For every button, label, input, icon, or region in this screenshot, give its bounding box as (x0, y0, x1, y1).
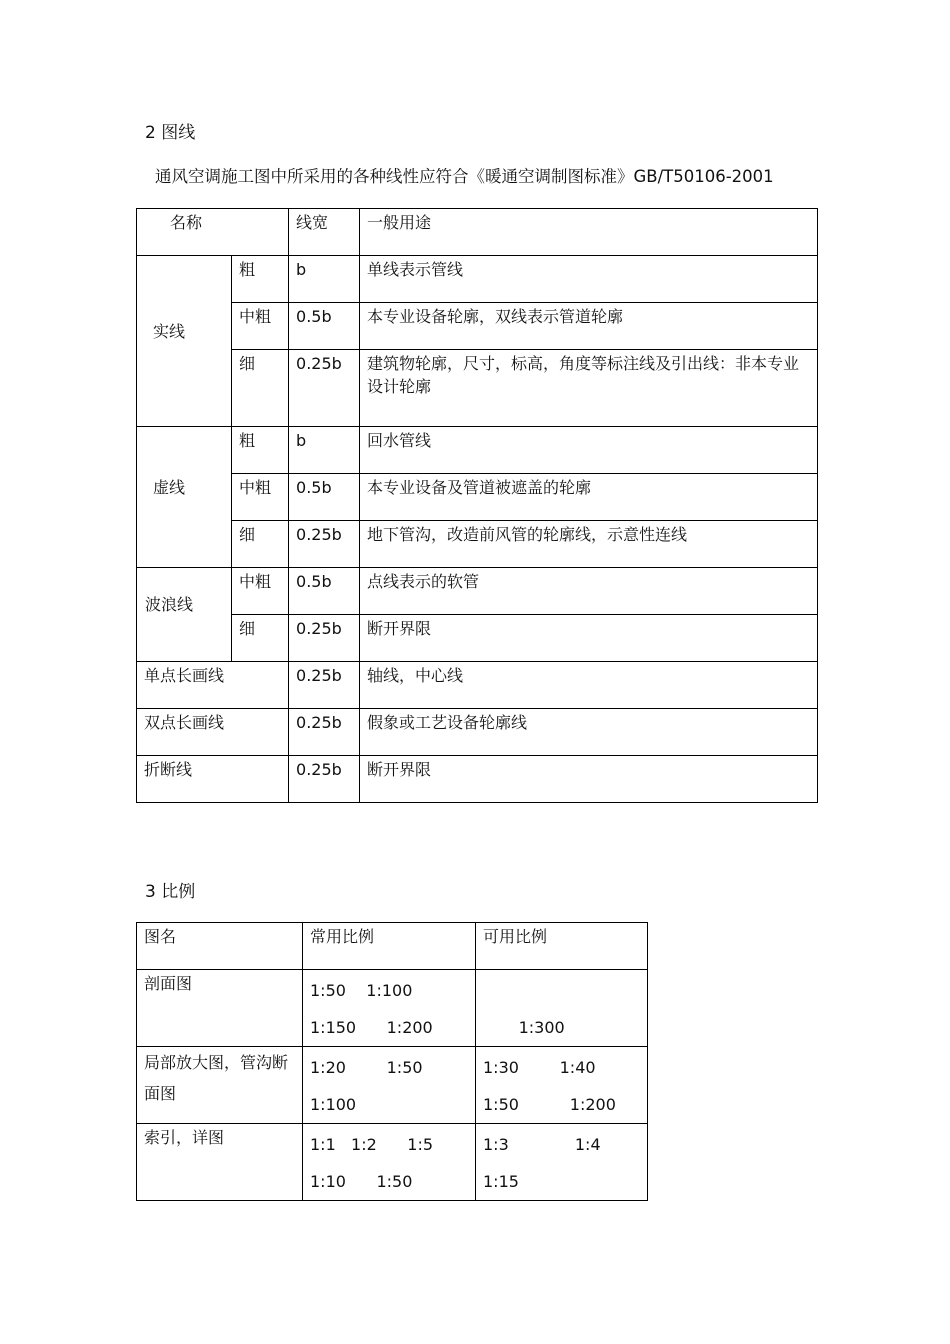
line-width: 0.5b (289, 568, 360, 615)
scale-table (136, 922, 648, 1201)
drawing-name: 剖面图 (137, 970, 303, 1047)
table-row (137, 662, 818, 709)
line-usage: 断开界限 (360, 756, 818, 803)
table-row (137, 256, 818, 303)
line-width: b (289, 427, 360, 474)
header-width: 线宽 (289, 209, 360, 256)
common-scale: 1:1 1:2 1:5 1:10 1:50 (303, 1124, 476, 1201)
table-row (137, 427, 818, 474)
line-width: 0.25b (289, 756, 360, 803)
line-type: 细 (232, 521, 289, 568)
line-usage: 回水管线 (360, 427, 818, 474)
group-name-dashed: 虚线 (137, 427, 232, 568)
group-name-solid: 实线 (137, 256, 232, 427)
line-usage: 本专业设备及管道被遮盖的轮廓 (360, 474, 818, 521)
line-usage: 建筑物轮廓，尺寸，标高，角度等标注线及引出线：非本专业设计轮廓 (360, 350, 818, 427)
line-usage: 本专业设备轮廓，双线表示管道轮廓 (360, 303, 818, 350)
table-row (137, 1047, 648, 1124)
common-scale: 1:50 1:100 1:150 1:200 (303, 970, 476, 1047)
line-usage: 断开界限 (360, 615, 818, 662)
header-name: 名称 (137, 209, 289, 256)
line-width: 0.25b (289, 662, 360, 709)
line-type: 中粗 (232, 303, 289, 350)
header-drawing-name: 图名 (137, 923, 303, 970)
table-row (137, 1124, 648, 1201)
table-row (137, 970, 648, 1047)
group-name-wavy: 波浪线 (137, 568, 232, 662)
table-row (137, 709, 818, 756)
line-type: 细 (232, 615, 289, 662)
line-type: 中粗 (232, 568, 289, 615)
line-width: 0.5b (289, 303, 360, 350)
line-types-table (136, 208, 818, 803)
table-row (137, 350, 818, 427)
section-2-heading: 2 图线 (145, 123, 196, 143)
header-optional-scale: 可用比例 (476, 923, 648, 970)
header-usage: 一般用途 (360, 209, 818, 256)
line-usage: 单线表示管线 (360, 256, 818, 303)
common-scale: 1:20 1:50 1:100 (303, 1047, 476, 1124)
header-common-scale: 常用比例 (303, 923, 476, 970)
line-width: 0.25b (289, 615, 360, 662)
line-width: 0.25b (289, 709, 360, 756)
drawing-name: 索引，详图 (137, 1124, 303, 1201)
line-type: 中粗 (232, 474, 289, 521)
table-row (137, 474, 818, 521)
line-usage: 地下管沟，改造前风管的轮廓线，示意性连线 (360, 521, 818, 568)
optional-scale: 1:300 (476, 970, 648, 1047)
optional-scale: 1:3 1:4 1:15 (476, 1124, 648, 1201)
line-width: 0.5b (289, 474, 360, 521)
table-row (137, 303, 818, 350)
drawing-name: 局部放大图，管沟断面图 (137, 1047, 303, 1124)
section-3-heading: 3 比例 (145, 882, 196, 902)
line-usage: 点线表示的软管 (360, 568, 818, 615)
table-row (137, 521, 818, 568)
section-2-intro: 通风空调施工图中所采用的各种线性应符合《暖通空调制图标准》GB/T50106-2001 (155, 167, 774, 186)
optional-scale: 1:30 1:40 1:50 1:200 (476, 1047, 648, 1124)
line-usage: 轴线，中心线 (360, 662, 818, 709)
line-type: 粗 (232, 427, 289, 474)
line-type: 粗 (232, 256, 289, 303)
line-name: 单点长画线 (137, 662, 289, 709)
line-width: b (289, 256, 360, 303)
line-name: 折断线 (137, 756, 289, 803)
line-usage: 假象或工艺设备轮廓线 (360, 709, 818, 756)
table-header-row (137, 923, 648, 970)
table-header-row (137, 209, 818, 256)
line-type: 细 (232, 350, 289, 427)
table-row (137, 756, 818, 803)
line-name: 双点长画线 (137, 709, 289, 756)
table-row (137, 568, 818, 615)
table-row (137, 615, 818, 662)
line-width: 0.25b (289, 350, 360, 427)
line-width: 0.25b (289, 521, 360, 568)
